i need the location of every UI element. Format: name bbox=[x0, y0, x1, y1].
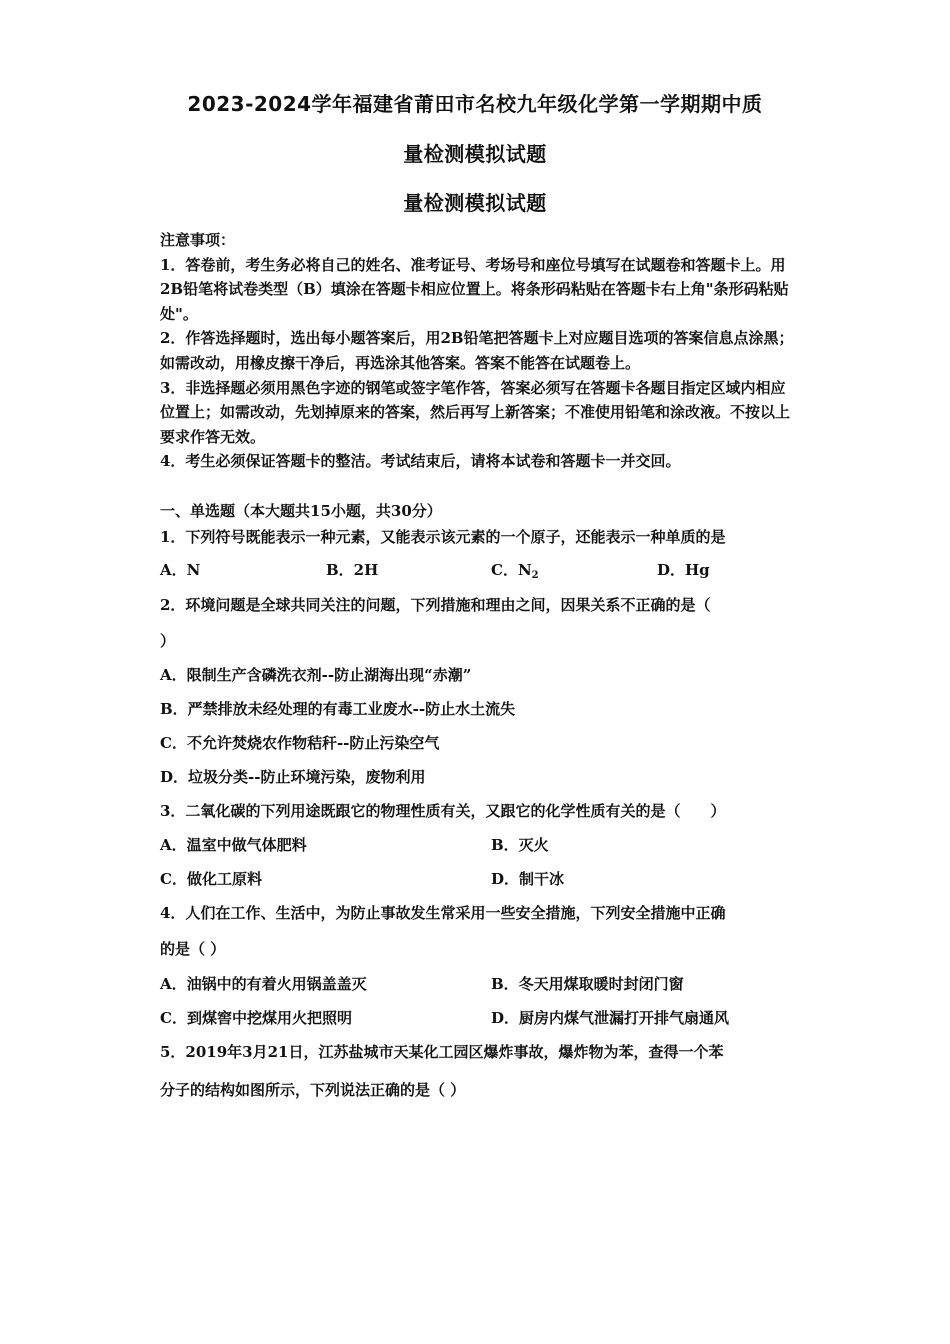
question-2-stem-cont: ） bbox=[160, 632, 176, 650]
q2-option-d: D．垃圾分类--防止环境污染，废物利用 bbox=[160, 768, 426, 786]
q3-option-a: A．温室中做气体肥料 bbox=[160, 836, 307, 854]
q3-option-b: B．灭火 bbox=[491, 836, 549, 854]
note-item: 2．作答选择题时，选出每小题答案后，用2B铅笔把答题卡上对应题目选项的答案信息点涂黑；如需改动，用橡皮擦干净后，再选涂其他答案。答案不能答在试题卷上。 bbox=[160, 329, 794, 372]
title-line-2: 量检测模拟试题 bbox=[403, 142, 547, 166]
q2-option-c: C．不允许焚烧农作物秸秆--防止污染空气 bbox=[160, 734, 440, 752]
notes-heading: 注意事项： bbox=[160, 231, 236, 249]
q4-option-d: D．厨房内煤气泄漏打开排气扇通风 bbox=[491, 1009, 730, 1027]
question-4-stem: 4．人们在工作、生活中，为防止事故发生常采用一些安全措施，下列安全措施中正确 bbox=[160, 904, 726, 922]
title-line-1: 2023-2024学年福建省莆田市名校九年级化学第一学期期中质 bbox=[187, 92, 763, 116]
title-line-3: 量检测模拟试题 bbox=[403, 191, 547, 215]
question-5-stem: 5．2019年3月21日，江苏盐城市天某化工园区爆炸事故，爆炸物为苯，查得一个苯 bbox=[160, 1043, 724, 1061]
q2-option-b: B．严禁排放未经处理的有毒工业废水--防止水土流失 bbox=[160, 700, 516, 718]
q3-option-c: C．做化工原料 bbox=[160, 870, 262, 888]
question-3-stem: 3．二氧化碳的下列用途既跟它的物理性质有关，又跟它的化学性质有关的是（ ） bbox=[160, 802, 726, 820]
notes-block bbox=[160, 228, 800, 474]
note-item: 3．非选择题必须用黑色字迹的钢笔或签字笔作答，答案必须写在答题卡各题目指定区域内相应位置上；如需改动，先划掉原来的答案，然后再写上新答案；不准使用铅笔和涂改液。不按以上要求作答无效。 bbox=[160, 378, 791, 446]
q4-option-b: B．冬天用煤取暖时封闭门窗 bbox=[491, 975, 684, 993]
q1-option-c bbox=[491, 559, 539, 581]
question-2-stem: 2．环境问题是全球共同关注的问题，下列措施和理由之间，因果关系不正确的是（ bbox=[160, 596, 711, 614]
q2-option-a: A．限制生产含磷洗衣剂--防止湖海出现“赤潮” bbox=[160, 666, 472, 684]
q1-option-b: B．2H bbox=[326, 561, 379, 579]
q3-option-d: D．制干冰 bbox=[491, 870, 565, 888]
q1-option-c-subscript: 2 bbox=[531, 570, 539, 581]
q1-option-a: A．N bbox=[160, 561, 201, 579]
section-heading: 一、单选题（本大题共15小题，共30分） bbox=[160, 502, 442, 520]
question-5-stem-cont: 分子的结构如图所示，下列说法正确的是（ ） bbox=[160, 1081, 466, 1099]
note-item: 1．答卷前，考生务必将自己的姓名、准考证号、考场号和座位号填写在试题卷和答题卡上。用2B铅笔将试卷类型（B）填涂在答题卡相应位置上。将条形码粘贴在答题卡右上角"条形码粘贴处"。 bbox=[160, 255, 789, 323]
question-1-stem: 1．下列符号既能表示一种元素，又能表示该元素的一个原子，还能表示一种单质的是 bbox=[160, 528, 726, 546]
note-item: 4．考生必须保证答题卡的整洁。考试结束后，请将本试卷和答题卡一并交回。 bbox=[160, 452, 681, 471]
q4-option-c: C．到煤窖中挖煤用火把照明 bbox=[160, 1009, 352, 1027]
q1-option-c-text: C．N bbox=[491, 561, 532, 579]
question-4-stem-cont: 的是（ ） bbox=[160, 940, 226, 958]
q1-option-d: D．Hg bbox=[657, 561, 710, 579]
q4-option-a: A．油锅中的有着火用锅盖盖灭 bbox=[160, 975, 367, 993]
